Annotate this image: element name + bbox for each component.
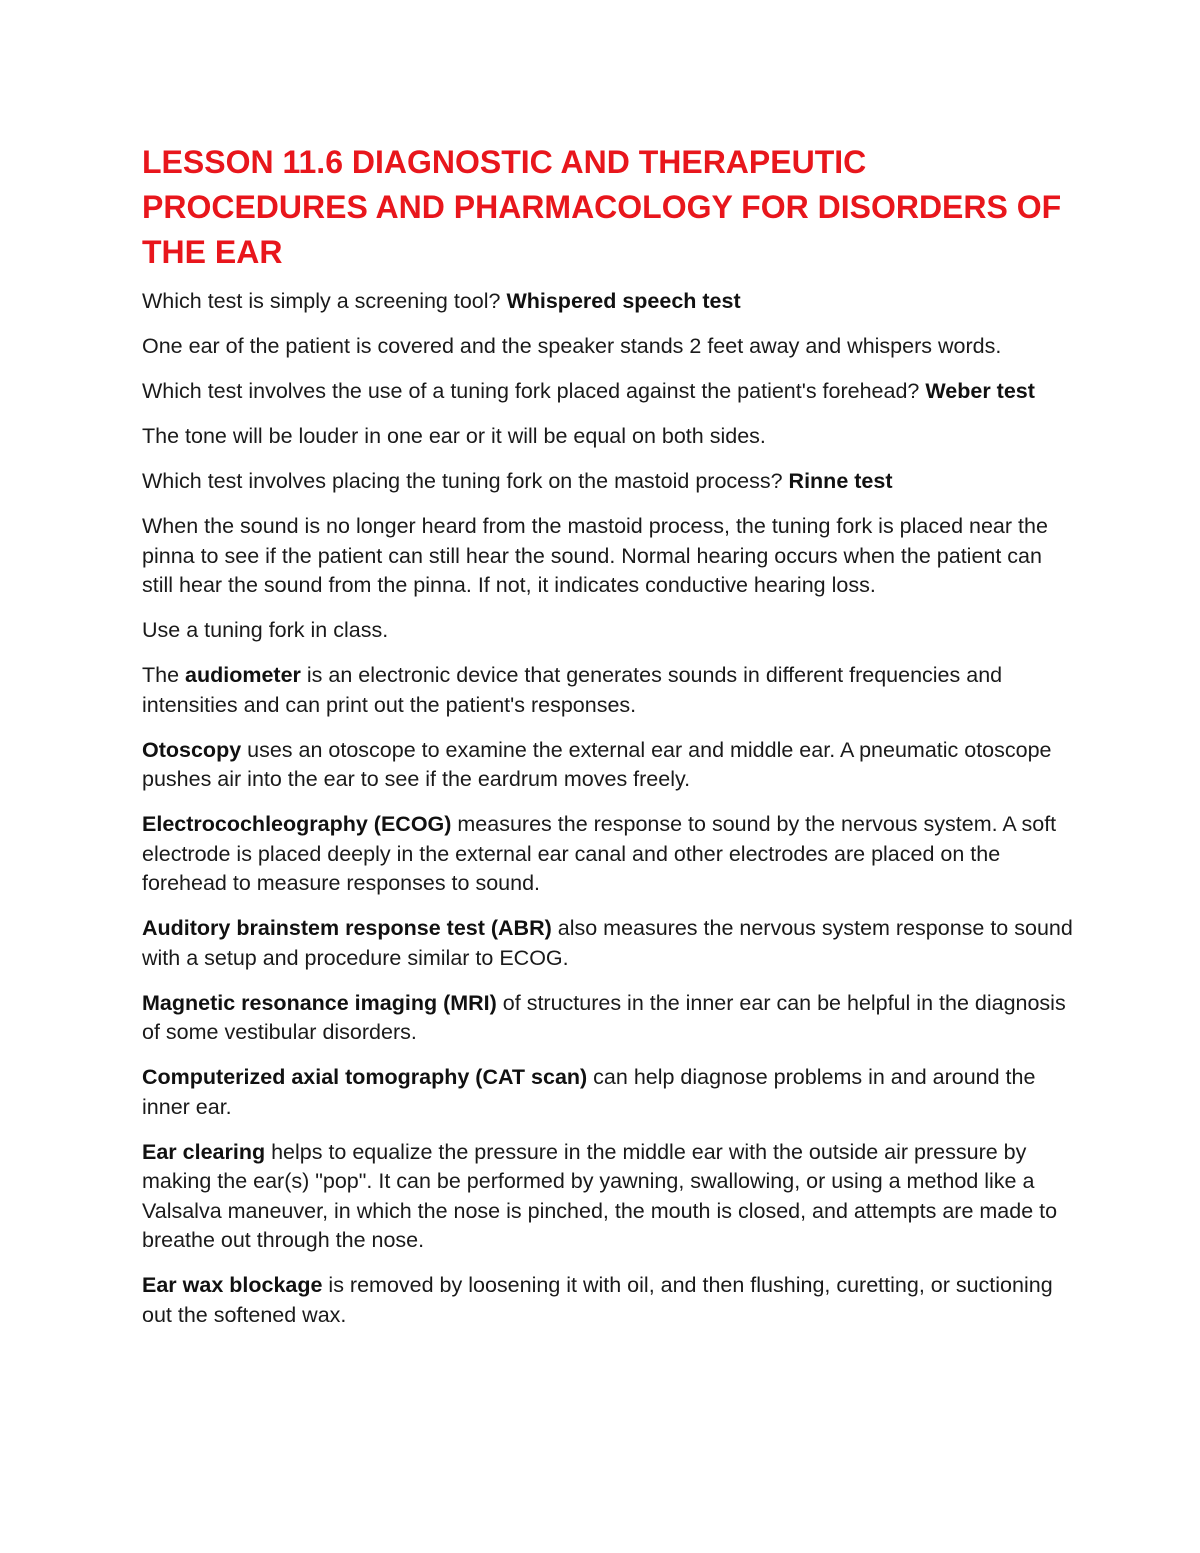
bold-term: audiometer [185,663,301,687]
bold-term: Computerized axial tomography (CAT scan) [142,1065,588,1089]
paragraph [142,287,1077,317]
bold-term: Electrocochleography (ECOG) [142,812,452,836]
paragraph-text: is an electronic device that generates sounds in different frequencies and intensities and can print out the patient's responses. [142,663,1003,717]
bold-term: Auditory brainstem response test (ABR) [142,916,552,940]
paragraph-text: Use a tuning fork in class. [142,618,389,642]
paragraph [142,512,1077,601]
bold-term: Ear wax blockage [142,1273,323,1297]
paragraph [142,1138,1077,1256]
paragraph [142,989,1077,1048]
paragraph-text: measures the response to sound by the nervous system. A soft electrode is placed deeply in the external ear canal and other electrodes are placed on the forehead to measure responses to sound. [142,812,1057,895]
paragraph [142,422,1077,452]
paragraph-text: The [142,663,186,687]
bold-term: Whispered speech test [506,289,741,313]
paragraph [142,332,1077,362]
paragraph-text: is removed by loosening it with oil, and then flushing, curetting, or suctioning out the softened wax. [142,1273,1053,1327]
paragraph [142,661,1077,720]
paragraph-text: also measures the nervous system response to sound with a setup and procedure similar to ECOG. [142,916,1073,970]
bold-term: Ear clearing [142,1139,266,1164]
document-page [142,140,1077,1346]
paragraph-text: Which test involves the use of a tuning fork placed against the patient's forehead? [142,379,926,403]
paragraph [142,377,1077,407]
paragraph-text: can help diagnose problems in and around the inner ear. [142,1065,1036,1119]
paragraph-text: Which test is simply a screening tool? [142,289,507,313]
paragraph-text: Which test involves placing the tuning fork on the mastoid process? [142,469,789,493]
bold-term: Rinne test [788,469,893,493]
paragraph [142,1271,1077,1330]
paragraph [142,1063,1077,1122]
paragraph-text: When the sound is no longer heard from the mastoid process, the tuning fork is placed near the pinna to see if the patient can still hear the sound. Normal hearing occurs when the patient can still hear the sound from the pinna. If not, it indicates conductive hearing loss. [142,514,1048,597]
document-body [142,287,1077,1330]
paragraph [142,616,1077,646]
bold-term: Magnetic resonance imaging (MRI) [142,990,497,1015]
paragraph [142,810,1077,899]
paragraph-text: helps to equalize the pressure in the middle ear with the outside air pressure by making the ear(s) "pop". It can be performed by yawning, swallowing, or using a method like a Valsalva maneuver, in which the nose is pinched, the mouth is closed, and attempts are made to breathe out through the nose. [142,1139,1058,1252]
paragraph-text: of structures in the inner ear can be helpful in the diagnosis of some vestibular disorders. [142,990,1066,1044]
paragraph-text: One ear of the patient is covered and the speaker stands 2 feet away and whispers words. [142,334,1002,358]
paragraph [142,736,1077,795]
paragraph [142,914,1077,973]
paragraph-text: uses an otoscope to examine the external ear and middle ear. A pneumatic otoscope pushes air into the ear to see if the eardrum moves freely. [142,737,1052,791]
lesson-title: LESSON 11.6 DIAGNOSTIC AND THERAPEUTIC PROCEDURES AND PHARMACOLOGY FOR DISORDERS OF THE EAR [142,144,1062,270]
paragraph-text: The tone will be louder in one ear or it will be equal on both sides. [142,424,766,448]
bold-term: Otoscopy [142,737,242,762]
paragraph [142,467,1077,497]
bold-term: Weber test [925,379,1035,403]
